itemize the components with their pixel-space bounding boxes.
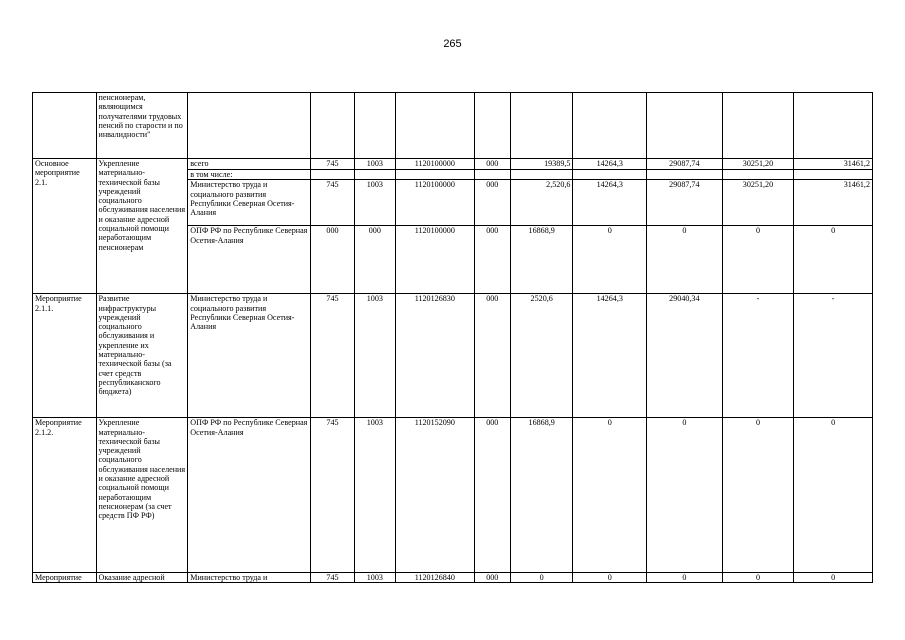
value-cell: 0 (794, 418, 873, 573)
description-cell: Оказание адресной (96, 573, 188, 583)
value-cell: 16868,9 (510, 226, 573, 294)
value-cell: 0 (510, 573, 573, 583)
description-cell: Укрепление материально-технической базы учреждений социального обслуживания населения и оказание адресной социальной помощи неработающим пенсионерам (за счет средств ПФ РФ) (96, 418, 188, 573)
rzpr-cell: 1003 (354, 159, 395, 170)
value-cell: 0 (573, 418, 647, 573)
vr-cell: 000 (474, 226, 510, 294)
csr-cell: 1120100000 (395, 159, 474, 170)
value-cell: 30251,20 (722, 159, 794, 170)
table-row (33, 159, 873, 170)
description-cell: Развитие инфраструктуры учреждений социального обслуживания и укрепление их материально-технической базы (за счет средств республиканского бюджета) (96, 294, 188, 418)
grbs-cell: 745 (311, 294, 354, 418)
value-cell: 2520,6 (510, 294, 573, 418)
executor-cell: всего (188, 159, 311, 170)
code-cell: Мероприятие 2.1.1. (33, 294, 97, 418)
vr-cell: 000 (474, 294, 510, 418)
executor-cell: в том числе: (188, 170, 311, 180)
description-cell: Укрепление материально-технической базы учреждений социального обслуживания населения и оказание адресной социальной помощи неработающим пенсионерам (96, 159, 188, 294)
csr-cell: 1120100000 (395, 226, 474, 294)
executor-cell: Министерство труда и социального развития Республики Северная Осетия-Алания (188, 294, 311, 418)
csr-cell: 1120126830 (395, 294, 474, 418)
value-cell: 29087,74 (647, 159, 723, 170)
grbs-cell: 745 (311, 573, 354, 583)
value-cell: 0 (794, 573, 873, 583)
grbs-cell: 000 (311, 226, 354, 294)
value-cell: 14264,3 (573, 159, 647, 170)
value-cell: 0 (647, 226, 723, 294)
value-cell: - (794, 294, 873, 418)
vr-cell: 000 (474, 573, 510, 583)
table-row (33, 294, 873, 418)
value-cell: 14264,3 (573, 180, 647, 226)
table-row (33, 418, 873, 573)
table-row (33, 93, 873, 159)
executor-cell: Министерство труда и социального развития Республики Северная Осетия-Алания (188, 180, 311, 226)
value-cell: 2,520,6 (510, 180, 573, 226)
csr-cell: 1120100000 (395, 180, 474, 226)
grbs-cell: 745 (311, 418, 354, 573)
value-cell: 0 (573, 226, 647, 294)
csr-cell: 1120152090 (395, 418, 474, 573)
value-cell: 31461,2 (794, 180, 873, 226)
value-cell: 0 (573, 573, 647, 583)
grbs-cell: 745 (311, 159, 354, 170)
code-cell: Мероприятие (33, 573, 97, 583)
code-cell (33, 93, 97, 159)
budget-table (32, 92, 873, 583)
value-cell: 29040,34 (647, 294, 723, 418)
value-cell: 30251,20 (722, 180, 794, 226)
value-cell: 0 (647, 573, 723, 583)
rzpr-cell: 1003 (354, 180, 395, 226)
value-cell: 0 (794, 226, 873, 294)
vr-cell: 000 (474, 180, 510, 226)
value-cell: 14264,3 (573, 294, 647, 418)
rzpr-cell: 1003 (354, 418, 395, 573)
csr-cell: 1120126840 (395, 573, 474, 583)
code-cell: Основное мероприятие 2.1. (33, 159, 97, 294)
code-cell: Мероприятие 2.1.2. (33, 418, 97, 573)
value-cell: - (722, 294, 794, 418)
executor-cell: ОПФ РФ по Республике Северная Осетия-Алания (188, 226, 311, 294)
vr-cell: 000 (474, 159, 510, 170)
rzpr-cell: 1003 (354, 573, 395, 583)
executor-cell: Министерство труда и (188, 573, 311, 583)
value-cell: 0 (722, 226, 794, 294)
rzpr-cell: 1003 (354, 294, 395, 418)
value-cell: 0 (722, 418, 794, 573)
value-cell: 0 (722, 573, 794, 583)
grbs-cell: 745 (311, 180, 354, 226)
description-cell: пенсионерам, являющимся получателями трудовых пенсий по старости и по инвалидности" (96, 93, 188, 159)
value-cell: 29087,74 (647, 180, 723, 226)
value-cell: 16868,9 (510, 418, 573, 573)
executor-cell: ОПФ РФ по Республике Северная Осетия-Алания (188, 418, 311, 573)
table-row (33, 573, 873, 583)
value-cell: 31461,2 (794, 159, 873, 170)
page-number: 265 (443, 38, 462, 50)
value-cell: 19389,5 (510, 159, 573, 170)
value-cell: 0 (647, 418, 723, 573)
vr-cell: 000 (474, 418, 510, 573)
rzpr-cell: 000 (354, 226, 395, 294)
